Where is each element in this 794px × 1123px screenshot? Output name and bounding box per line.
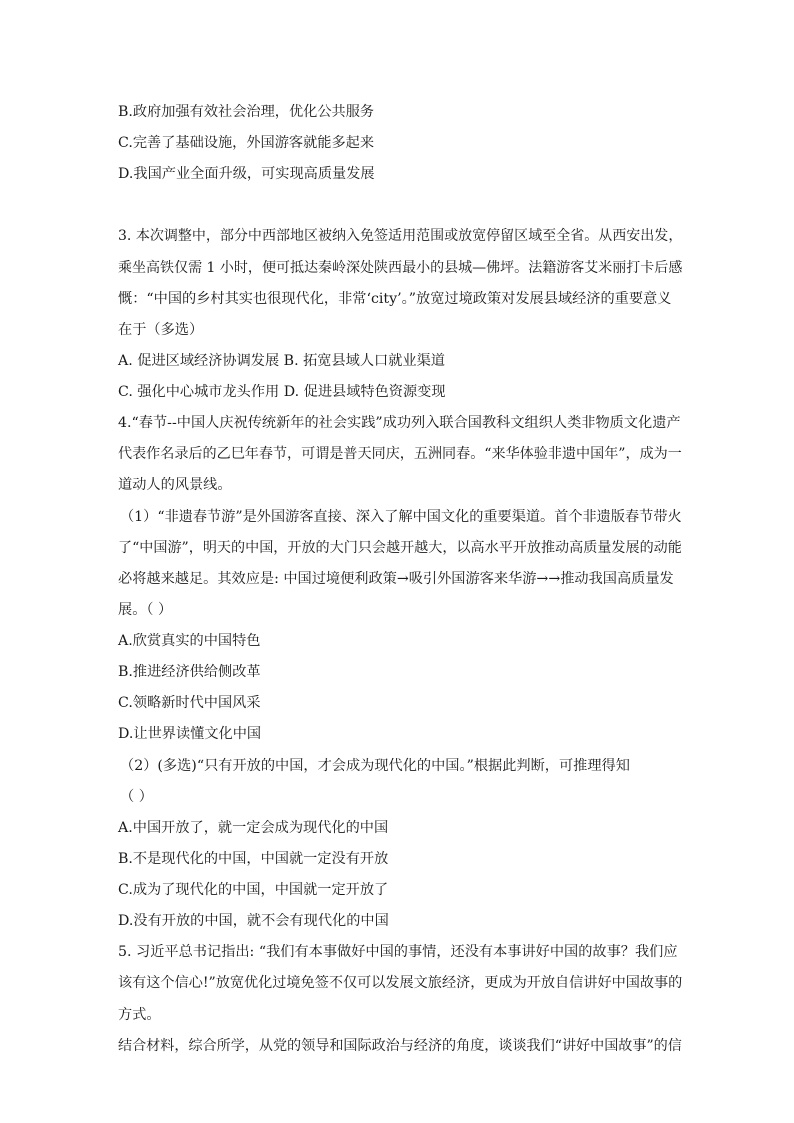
option-b-line: B.政府加强有效社会治理，优化公共服务	[118, 104, 375, 120]
question-5-prompt-line: 结合材料，综合所学，从党的领导和国际政治与经济的角度，谈谈我们“讲好中国故事”的信	[118, 1038, 682, 1054]
question-4-2-option-c: C.成为了现代化的中国，中国就一定开放了	[118, 882, 389, 898]
question-4-line-3: 道动人的风景线。	[118, 477, 232, 493]
question-5-line-2: 该有这个信心!”放宽优化过境免签不仅可以发展文旅经济，更成为开放自信讲好中国故事的	[118, 975, 683, 991]
question-4-1-line-4: 展。（ ）	[118, 602, 173, 618]
question-3-line-3: 慨：“中国的乡村其实也很现代化，非常‘city’。”放宽过境政策对发展县域经济的重要意义	[118, 291, 672, 307]
question-4-1-line-3: 必将越来越足。其效应是: 中国过境便利政策→吸引外国游客来华游→→推动我国高质量发	[118, 571, 674, 587]
question-3-line-2: 乘坐高铁仅需 1 小时，便可抵达秦岭深处陕西最小的县城—佛坪。法籍游客艾米丽打卡后感	[118, 260, 683, 276]
question-4-1-option-b: B.推进经济供给侧改革	[118, 664, 261, 680]
question-4-line-2: 代表作名录后的乙巳年春节，可谓是普天同庆，五洲同春。“来华体验非遗中国年”，成为一	[118, 446, 682, 462]
question-4-2-line-1: （2）(多选)“只有开放的中国，才会成为现代化的中国。”根据此判断，可推理得知	[120, 758, 630, 774]
question-4-2-option-a: A.中国开放了，就一定会成为现代化的中国	[118, 820, 389, 836]
question-3-line-1: 3. 本次调整中，部分中西部地区被纳入免签适用范围或放宽停留区域至全省。从西安出发，	[118, 228, 683, 244]
question-5-line-1: 5. 习近平总书记指出: “我们有本事做好中国的事情，还没有本事讲好中国的故事？我们应	[118, 944, 678, 960]
question-4-2-option-d: D.没有开放的中国，就不会有现代化的中国	[118, 913, 389, 929]
question-3-line-4: 在于（多选）	[118, 322, 204, 338]
question-4-1-option-c: C.领略新时代中国风采	[118, 695, 261, 711]
question-4-1-option-d: D.让世界读懂文化中国	[118, 726, 262, 742]
option-d-line: D.我国产业全面升级，可实现高质量发展	[118, 166, 375, 182]
question-5-line-3: 方式。	[118, 1007, 161, 1023]
question-4-2-option-b: B.不是现代化的中国，中国就一定没有开放	[118, 851, 389, 867]
question-4-1-line-2: 了“中国游”，明天的中国，开放的大门只会越开越大，以高水平开放推动高质量发展的动能	[118, 540, 682, 556]
question-3-options-cd: C. 强化中心城市龙头作用 D. 促进县域特色资源变现	[118, 384, 446, 400]
question-4-line-1: 4.“春节--中国人庆祝传统新年的社会实践”成功列入联合国教科文组织人类非物质文化遗产	[118, 415, 681, 431]
question-4-2-line-2: （ ）	[120, 789, 153, 805]
question-3-options-ab: A. 促进区域经济协调发展 B. 拓宽县域人口就业渠道	[118, 353, 445, 369]
question-4-1-line-1: （1）“非遗春节游”是外国游客直接、深入了解中国文化的重要渠道。首个非遗版春节带火	[120, 509, 682, 525]
question-4-1-option-a: A.欣赏真实的中国特色	[118, 633, 261, 649]
option-c-line: C.完善了基础设施，外国游客就能多起来	[118, 135, 375, 151]
